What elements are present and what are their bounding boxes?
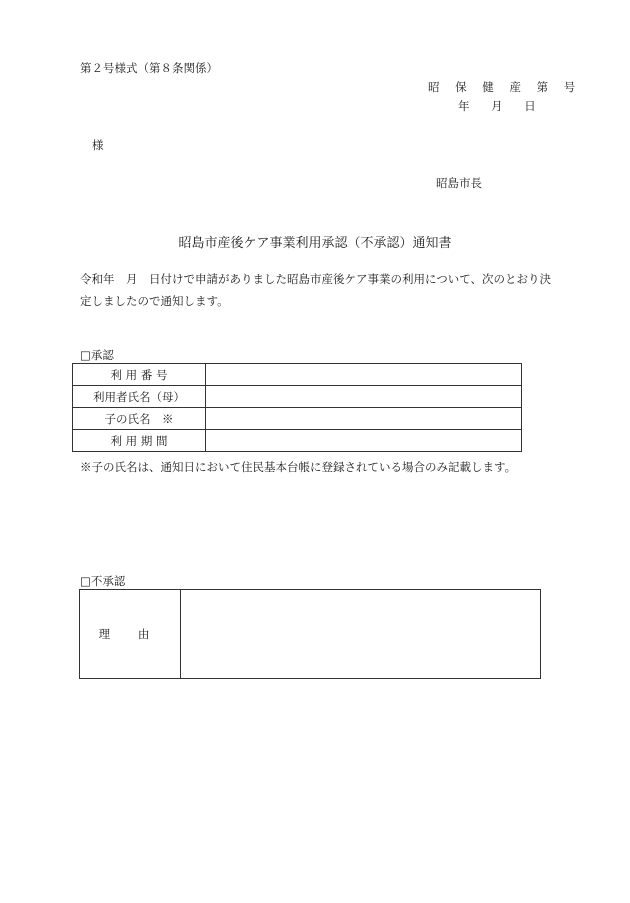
table-row xyxy=(73,386,522,408)
usage-period-label: 利 用 期 間 xyxy=(73,430,206,452)
addressee: 様 xyxy=(92,138,104,152)
reason-value xyxy=(181,590,541,679)
child-name-note: ※子の氏名は、通知日において住民基本台帳に登録されている場合のみ記載します。 xyxy=(80,460,517,474)
table-row xyxy=(73,408,522,430)
body-text: 令和年 月 日付けで申請がありました昭島市産後ケア事業の利用について、次のとおり決定しましたので通知します。 xyxy=(80,272,552,308)
table-row xyxy=(73,430,522,452)
user-name-value xyxy=(206,386,522,408)
usage-period-value xyxy=(206,430,522,452)
issue-date: 年 月 日 xyxy=(458,99,536,113)
table-row xyxy=(80,590,541,679)
usage-number-value xyxy=(206,364,522,386)
sender: 昭島市長 xyxy=(436,176,482,190)
approval-section-label: □承認 xyxy=(80,348,114,362)
rejection-section-label: □不承認 xyxy=(80,574,126,588)
document-number: 昭 保 健 産 第 号 xyxy=(428,80,582,94)
usage-number-label: 利 用 番 号 xyxy=(73,364,206,386)
document-title: 昭島市産後ケア事業利用承認（不承認）通知書 xyxy=(178,236,452,251)
reason-label: 理 由 xyxy=(80,590,181,679)
form-number: 第２号様式（第８条関係） xyxy=(80,61,218,75)
rejection-table xyxy=(79,589,541,679)
child-name-label: 子の氏名 ※ xyxy=(73,408,206,430)
approval-table xyxy=(72,363,522,452)
user-name-label: 利用者氏名（母） xyxy=(73,386,206,408)
table-row xyxy=(73,364,522,386)
child-name-value xyxy=(206,408,522,430)
